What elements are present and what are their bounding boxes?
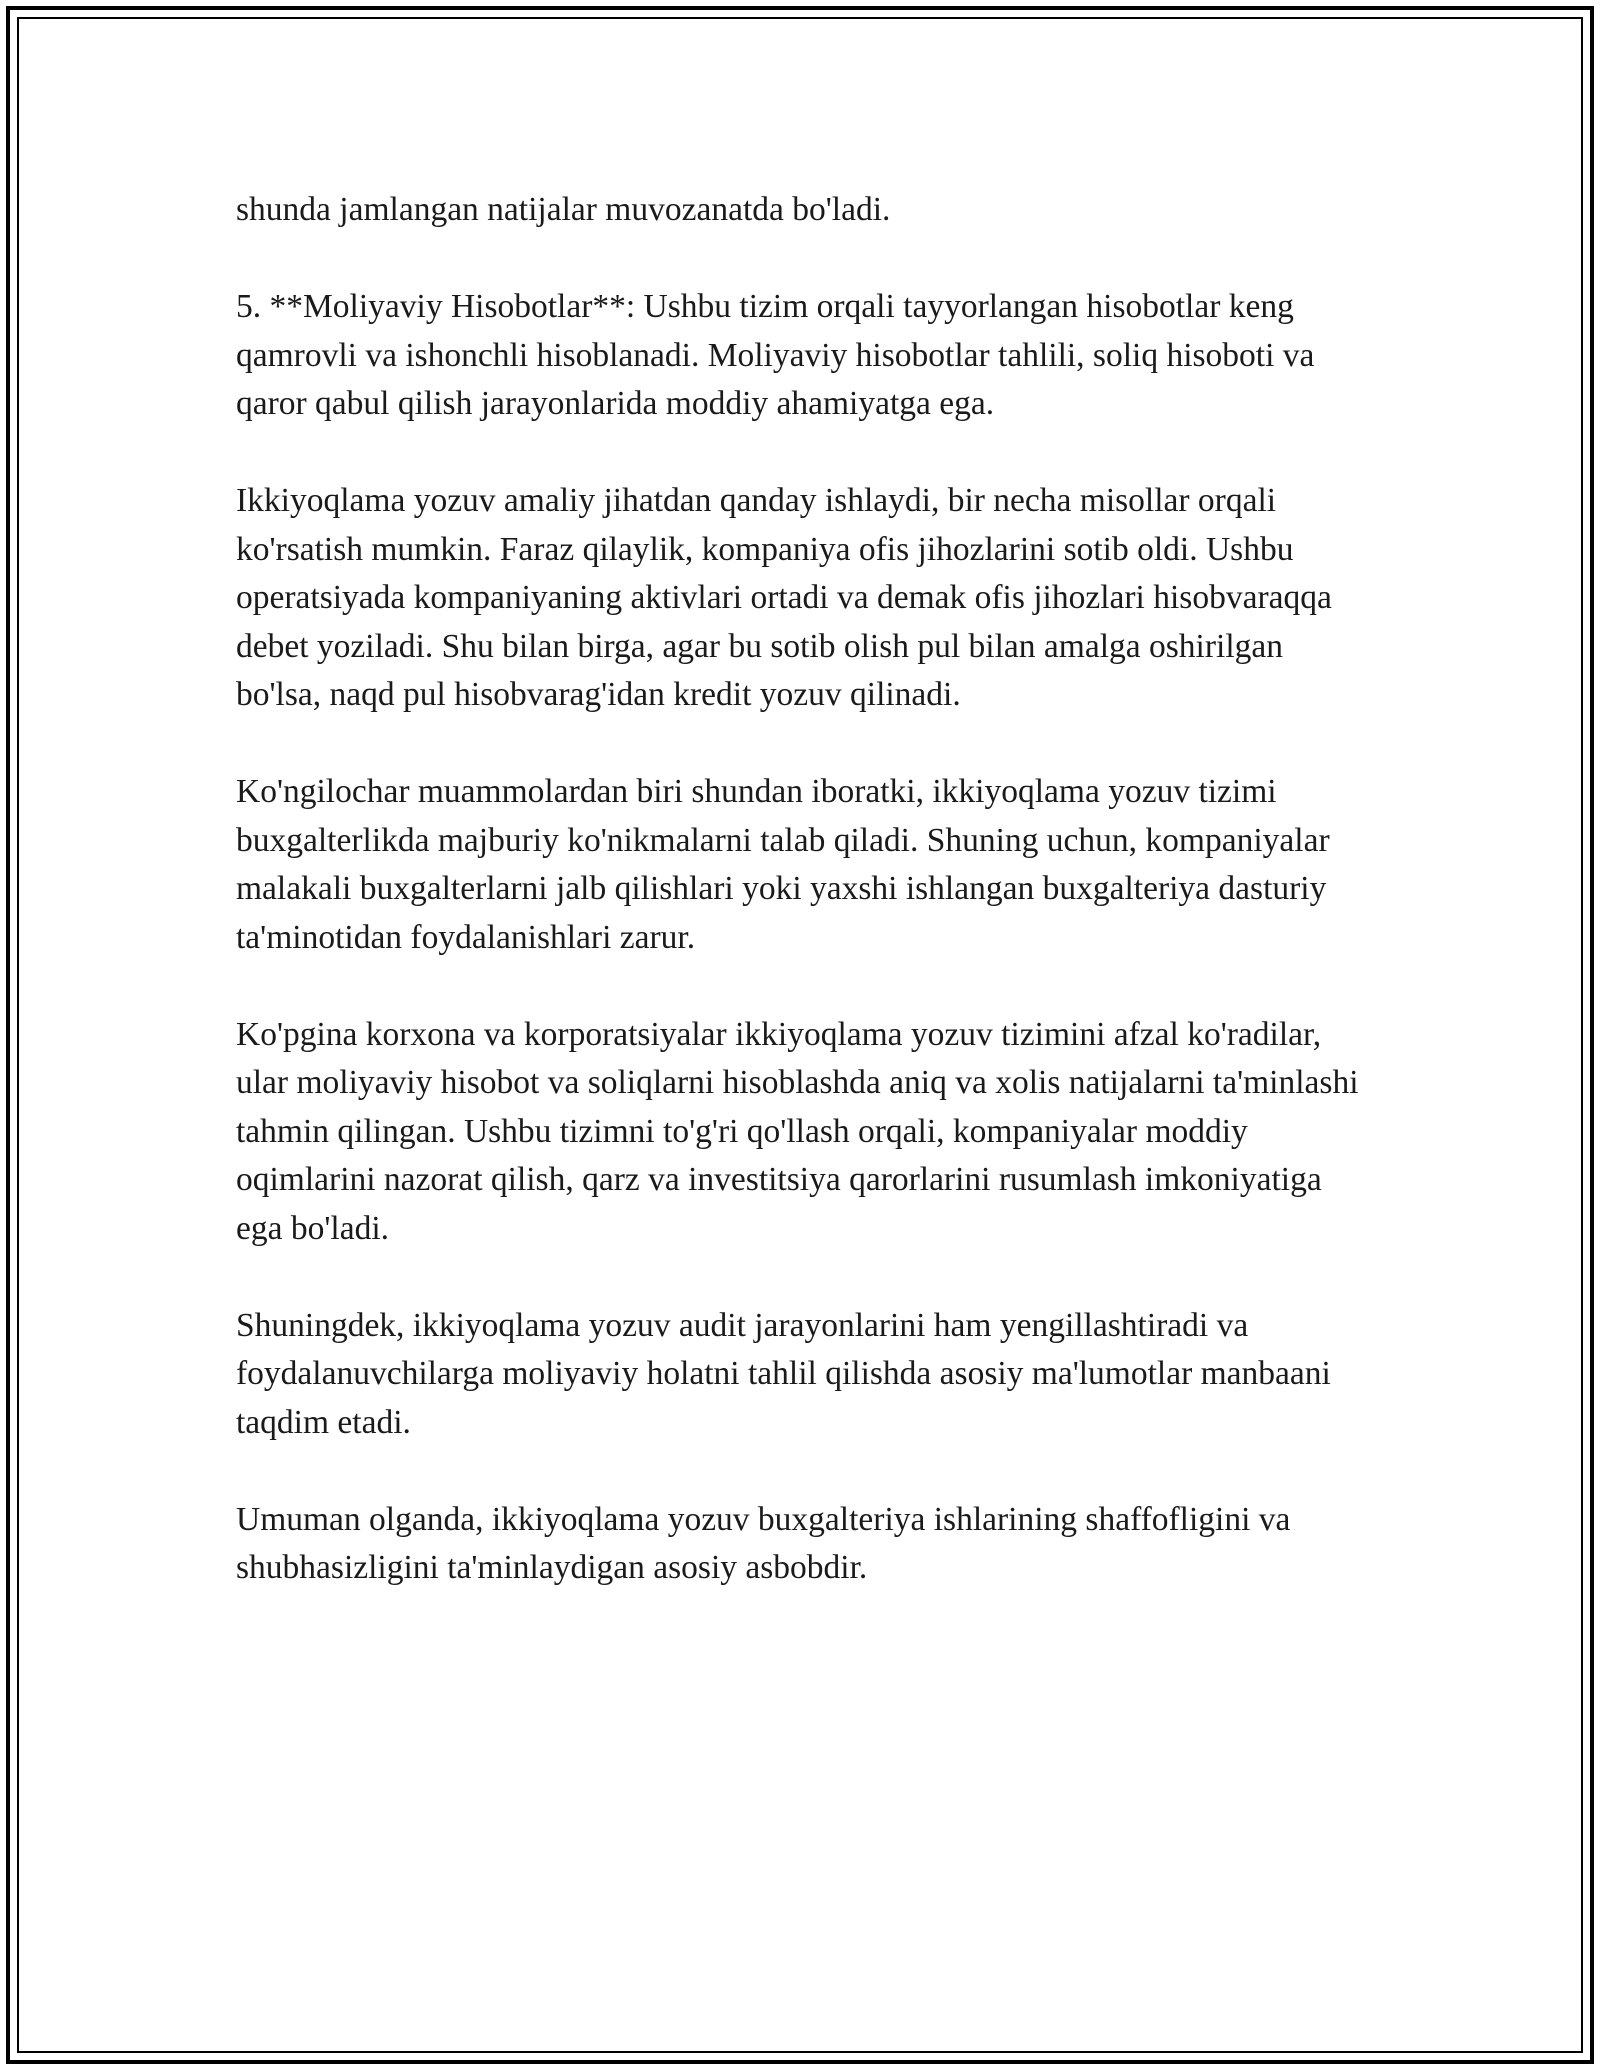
paragraph: Umuman olganda, ikkiyoqlama yozuv buxgalteriya ishlarining shaffofligini va shubhasizligini ta'minlaydigan asosiy asbobdir. bbox=[236, 1500, 1291, 1586]
paragraph: Ko'pgina korxona va korporatsiyalar ikkiyoqlama yozuv tizimini afzal ko'radilar, ular moliyaviy hisobot va soliqlarni hisoblashda aniq va xolis natijalarni ta'minlashi tahmin qilingan. Ushbu tizimni to'g'ri qo'llash orqali, kompaniyalar moddiy oqimlarini nazorat qilish, qarz va investitsiya qarorlarini rusumlash imkoniyatiga ega bo'ladi. bbox=[236, 1015, 1359, 1247]
paragraph: Shuningdek, ikkiyoqlama yozuv audit jarayonlarini ham yengillashtiradi va foydalanuvchilarga moliyaviy holatni tahlil qilishda asosiy ma'lumotlar manbaani taqdim etadi. bbox=[236, 1306, 1331, 1441]
paragraph: 5. **Moliyaviy Hisobotlar**: Ushbu tizim orqali tayyorlangan hisobotlar keng qamrovli va ishonchli hisoblanadi. Moliyaviy hisobotlar tahlili, soliq hisoboti va qaror qabul qilish jarayonlarida moddiy ahamiyatga ega. bbox=[236, 288, 1315, 422]
paragraph: shunda jamlangan natijalar muvozanatda bo'ladi. bbox=[236, 191, 891, 228]
paragraph: Ko'ngilochar muammolardan biri shundan iboratki, ikkiyoqlama yozuv tizimi buxgalterlikda majburiy ko'nikmalarni talab qiladi. Shuning uchun, kompaniyalar malakali buxgalterlarni jalb qilishlari yoki yaxshi ishlangan buxgalteriya dasturiy ta'minotidan foydalanishlari zarur. bbox=[236, 773, 1330, 956]
document-body bbox=[236, 186, 1376, 1593]
paragraph: Ikkiyoqlama yozuv amaliy jihatdan qanday ishlaydi, bir necha misollar orqali ko'rsatish mumkin. Faraz qilaylik, kompaniya ofis jihozlarini sotib oldi. Ushbu operatsiyada kompaniyaning aktivlari ortadi va demak ofis jihozlari hisobvaraqqa debet yoziladi. Shu bilan birga, agar bu sotib olish pul bilan amalga oshirilgan bo'lsa, naqd pul hisobvarag'idan kredit yozuv qilinadi. bbox=[236, 482, 1332, 713]
